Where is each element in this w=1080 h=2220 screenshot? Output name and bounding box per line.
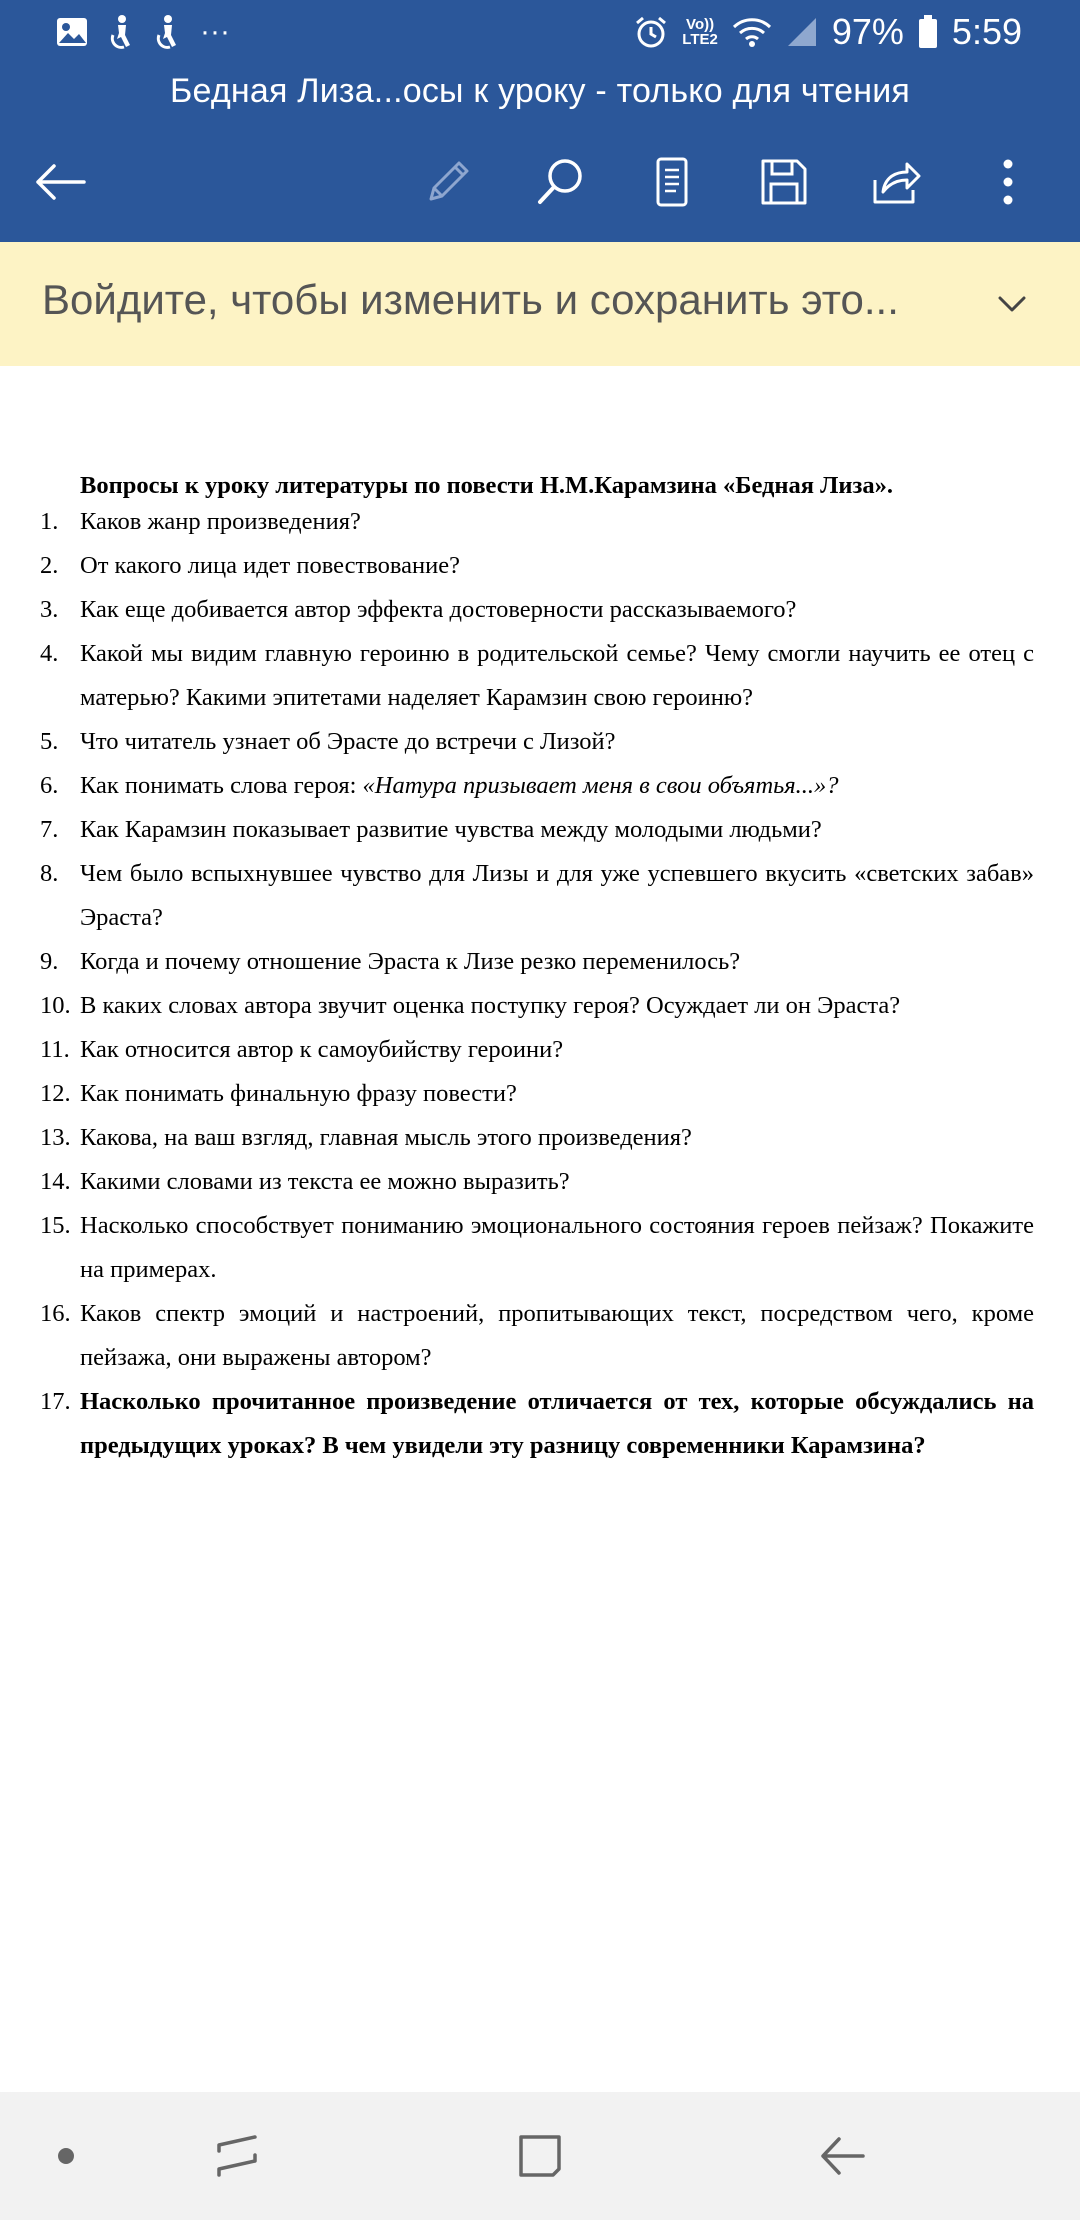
volte-indicator: Vo)) LTE2 bbox=[682, 16, 718, 48]
recent-apps-button[interactable] bbox=[202, 2122, 270, 2190]
question-number: 7. bbox=[40, 816, 59, 843]
question-text: Насколько способствует пониманию эмоционального состояния героев пейзаж? Покажите на примерах. bbox=[80, 1212, 1034, 1283]
accessibility-icon bbox=[108, 15, 134, 49]
question-number: 10. bbox=[40, 992, 71, 1019]
list-item bbox=[0, 808, 1080, 852]
question-text: Насколько прочитанное произведение отличается от тех, которые обсуждались на предыдущих уроках? В чем увидели эту разницу современники Карамзина? bbox=[80, 1388, 1034, 1459]
back-icon bbox=[817, 2131, 867, 2181]
edit-button[interactable] bbox=[412, 146, 484, 218]
question-text: От какого лица идет повествование? bbox=[80, 552, 460, 579]
app-bar bbox=[0, 64, 1080, 242]
question-number: 8. bbox=[40, 860, 59, 887]
question-list bbox=[0, 500, 1080, 1468]
question-text: Каков жанр произведения? bbox=[80, 508, 361, 535]
list-item bbox=[0, 940, 1080, 984]
list-item bbox=[0, 720, 1080, 764]
question-number: 13. bbox=[40, 1124, 71, 1151]
back-button[interactable] bbox=[24, 146, 96, 218]
list-item bbox=[0, 984, 1080, 1028]
question-number: 9. bbox=[40, 948, 59, 975]
question-number: 16. bbox=[40, 1300, 71, 1327]
question-number: 2. bbox=[40, 552, 59, 579]
battery-percent: 97% bbox=[831, 11, 904, 52]
question-number: 5. bbox=[40, 728, 59, 755]
question-quote: «Натура призывает меня в свои объятья...»? bbox=[362, 772, 839, 799]
question-text bbox=[80, 764, 1034, 808]
question-number: 15. bbox=[40, 1212, 71, 1239]
question-number: 17. bbox=[40, 1388, 71, 1415]
question-number: 11. bbox=[40, 1036, 70, 1063]
list-item bbox=[0, 588, 1080, 632]
gallery-icon bbox=[56, 17, 88, 47]
chevron-down-icon bbox=[992, 286, 1032, 322]
more-options-button[interactable] bbox=[972, 146, 1044, 218]
question-text: Что читатель узнает об Эрасте до встречи с Лизой? bbox=[80, 728, 616, 755]
save-icon bbox=[758, 156, 810, 208]
document-heading: Вопросы к уроку литературы по повести Н.М.Карамзина «Бедная Лиза». bbox=[80, 472, 893, 499]
list-item bbox=[0, 1116, 1080, 1160]
question-text: Какой мы видим главную героиню в родительской семье? Чему смогли научить ее отец с матерью? Какими эпитетами наделяет Карамзин свою героиню? bbox=[80, 640, 1034, 711]
battery-icon bbox=[918, 15, 938, 49]
document-page[interactable] bbox=[0, 366, 1080, 2092]
list-item bbox=[0, 632, 1080, 720]
save-button[interactable] bbox=[748, 146, 820, 218]
clock: 5:59 bbox=[951, 11, 1022, 52]
system-back-button[interactable] bbox=[808, 2122, 876, 2190]
question-text: Как относится автор к самоубийству героини? bbox=[80, 1036, 564, 1063]
pencil-icon bbox=[423, 157, 473, 207]
question-text-plain: Как понимать слова героя: bbox=[80, 772, 363, 799]
list-item bbox=[0, 1072, 1080, 1116]
nav-dot-button[interactable] bbox=[32, 2122, 100, 2190]
banner-expand-button[interactable] bbox=[992, 286, 1032, 322]
share-icon bbox=[869, 156, 923, 208]
accessibility-icon bbox=[154, 15, 180, 49]
mobile-view-button[interactable] bbox=[636, 146, 708, 218]
system-status bbox=[634, 8, 1022, 56]
question-text: Какими словами из текста ее можно выразить? bbox=[80, 1168, 570, 1195]
search-icon bbox=[535, 156, 587, 208]
question-number: 3. bbox=[40, 596, 59, 623]
home-button[interactable] bbox=[506, 2122, 574, 2190]
mobile-view-icon bbox=[652, 156, 692, 208]
recent-apps-icon bbox=[211, 2131, 261, 2181]
alarm-icon bbox=[634, 15, 668, 49]
wifi-icon bbox=[732, 16, 772, 48]
question-number: 6. bbox=[40, 772, 59, 799]
more-vertical-icon bbox=[1001, 158, 1015, 206]
question-number: 14. bbox=[40, 1168, 71, 1195]
list-item bbox=[0, 1204, 1080, 1292]
list-item bbox=[0, 1028, 1080, 1072]
share-button[interactable] bbox=[860, 146, 932, 218]
signal-icon bbox=[786, 16, 818, 48]
list-item bbox=[0, 544, 1080, 588]
list-item bbox=[0, 1380, 1080, 1468]
more-notifications: ··· bbox=[200, 15, 230, 48]
question-text: Как понимать финальную фразу повести? bbox=[80, 1080, 517, 1107]
question-text: Каков спектр эмоций и настроений, пропитывающих текст, посредством чего, кроме пейзажа, они выражены автором? bbox=[80, 1300, 1034, 1371]
list-item bbox=[0, 764, 1080, 808]
question-text: Чем было вспыхнувшее чувство для Лизы и для уже успевшего вкусить «светских забав» Эраста? bbox=[80, 860, 1034, 931]
question-text: В каких словах автора звучит оценка поступку героя? Осуждает ли он Эраста? bbox=[80, 992, 901, 1019]
question-text: Когда и почему отношение Эраста к Лизе резко переменилось? bbox=[80, 948, 741, 975]
banner-text: Войдите, чтобы изменить и сохранить это... bbox=[42, 276, 899, 323]
question-number: 12. bbox=[40, 1080, 71, 1107]
navigation-bar bbox=[0, 2092, 1080, 2220]
search-button[interactable] bbox=[525, 146, 597, 218]
status-bar bbox=[0, 0, 1080, 64]
list-item bbox=[0, 500, 1080, 544]
question-text: Какова, на ваш взгляд, главная мысль этого произведения? bbox=[80, 1124, 692, 1151]
question-text: Как Карамзин показывает развитие чувства между молодыми людьми? bbox=[80, 816, 822, 843]
sign-in-banner[interactable] bbox=[0, 242, 1080, 367]
list-item bbox=[0, 852, 1080, 940]
dot-icon bbox=[56, 2146, 76, 2166]
question-number: 1. bbox=[40, 508, 59, 535]
back-arrow-icon bbox=[34, 162, 86, 202]
question-number: 4. bbox=[40, 640, 59, 667]
list-item bbox=[0, 1292, 1080, 1380]
list-item bbox=[0, 1160, 1080, 1204]
notification-icons bbox=[56, 14, 230, 50]
question-text: Как еще добивается автор эффекта достоверности рассказываемого? bbox=[80, 596, 797, 623]
home-icon bbox=[515, 2131, 565, 2181]
document-title: Бедная Лиза...осы к уроку - только для чтения bbox=[169, 72, 911, 110]
